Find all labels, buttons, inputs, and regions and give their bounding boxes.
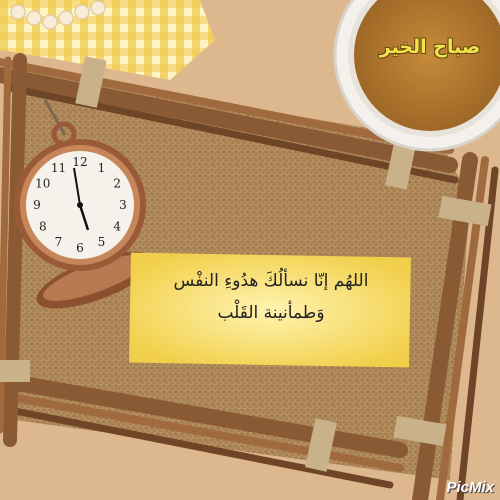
clock-numeral: 7 <box>54 235 63 250</box>
clock-numeral: 4 <box>113 219 122 234</box>
clock-numeral: 1 <box>97 160 106 175</box>
clock-numeral: 3 <box>119 198 127 212</box>
clock-numeral: 8 <box>38 219 47 234</box>
note-text <box>140 265 402 329</box>
note-line-1: اللهُم إنّا نسألُكَ هدُوءِ النفْس <box>173 271 369 291</box>
clock-numeral: 2 <box>113 176 122 191</box>
clock-numeral: 10 <box>35 176 51 191</box>
clock-numeral: 5 <box>97 235 106 250</box>
picmix-watermark: PicMix <box>446 479 494 496</box>
greeting-text: صباح الخير <box>379 36 481 58</box>
clock-numeral: 12 <box>72 155 88 169</box>
clock-numeral: 9 <box>33 198 41 212</box>
note-line-2: وَطمأنينة القَلْب <box>217 303 325 323</box>
clock-numeral: 6 <box>76 241 84 255</box>
clock-numeral: 11 <box>50 160 67 175</box>
